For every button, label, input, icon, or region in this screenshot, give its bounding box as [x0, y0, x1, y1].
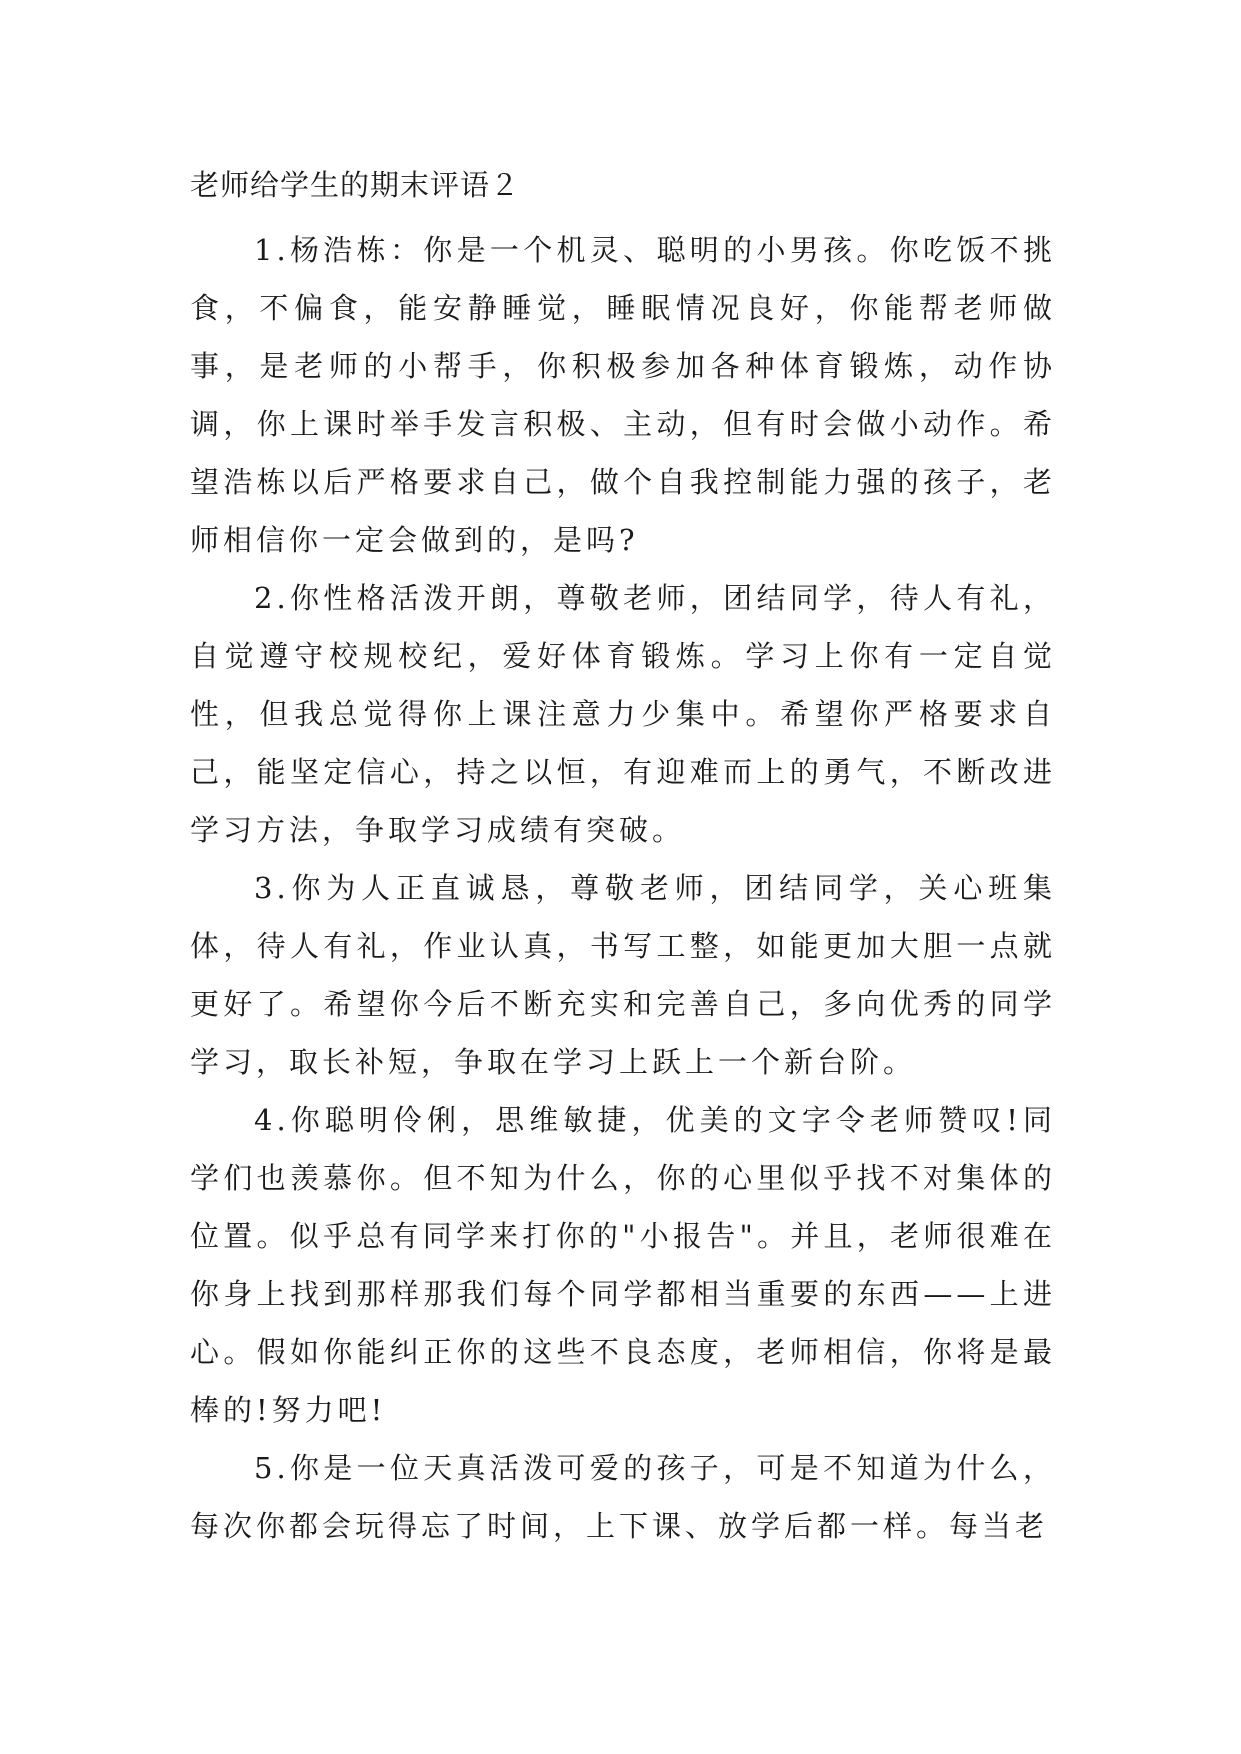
paragraph-2: 2.你性格活泼开朗，尊敬老师，团结同学，待人有礼，自觉遵守校规校纪，爱好体育锻炼。学习上你有一定自觉性，但我总觉得你上课注意力少集中。希望你严格要求自己，能坚定信心，持之以恒，有迎难而上的勇气，不断改进学习方法，争取学习成绩有突破。	[190, 581, 1056, 847]
paragraph-3: 3.你为人正直诚恳，尊敬老师，团结同学，关心班集体，待人有礼，作业认真，书写工整，如能更加大胆一点就更好了。希望你今后不断充实和完善自己，多向优秀的同学学习，取长补短，争取在学习上跃上一个新台阶。	[190, 871, 1056, 1079]
paragraph-1: 1.杨浩栋：你是一个机灵、聪明的小男孩。你吃饭不挑食，不偏食，能安静睡觉，睡眠情况良好，你能帮老师做事，是老师的小帮手，你积极参加各种体育锻炼，动作协调，你上课时举手发言积极、主动，但有时会做小动作。希望浩栋以后严格要求自己，做个自我控制能力强的孩子，老师相信你一定会做到的，是吗?	[190, 233, 1056, 557]
document-body	[190, 221, 1056, 1555]
paragraph-5: 5.你是一位天真活泼可爱的孩子，可是不知道为什么，每次你都会玩得忘了时间，上下课、放学后都一样。每当老	[190, 1451, 1056, 1543]
paragraph-4: 4.你聪明伶俐，思维敏捷，优美的文字令老师赞叹!同学们也羡慕你。但不知为什么，你的心里似乎找不对集体的位置。似乎总有同学来打你的"小报告"。并且，老师很难在你身上找到那样那我们每个同学都相当重要的东西——上进心。假如你能纠正你的这些不良态度，老师相信，你将是最棒的!努力吧!	[190, 1103, 1056, 1427]
document-title: 老师给学生的期末评语２	[190, 168, 521, 202]
